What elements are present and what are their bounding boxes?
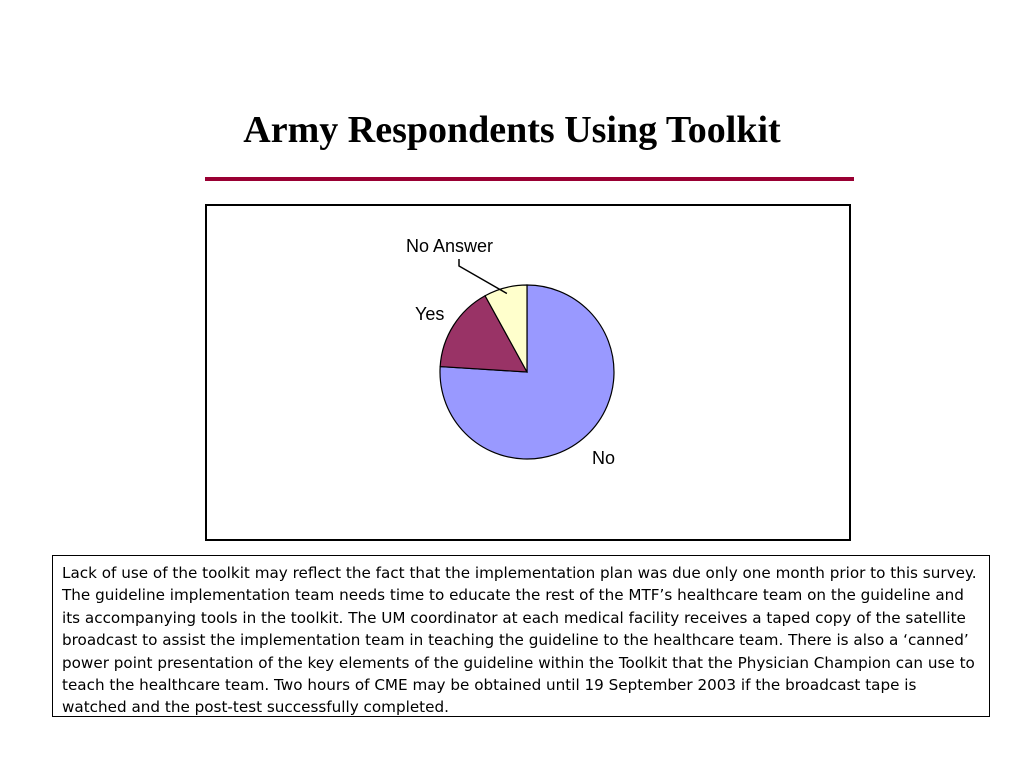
- slice-label-no-answer: No Answer: [406, 236, 494, 256]
- pie-chart: [207, 206, 849, 539]
- no-answer-leader-line: [459, 259, 507, 294]
- title-divider: [205, 177, 854, 181]
- slice-label-yes: Yes: [415, 304, 445, 324]
- slide-title: Army Respondents Using Toolkit: [243, 109, 781, 151]
- pie-slices: [440, 285, 614, 459]
- notes-box: [52, 555, 990, 717]
- chart-frame: [205, 204, 851, 541]
- notes-text: Lack of use of the toolkit may reflect the fact that the implementation plan was due only one month prior to this survey. The guideline implementation team needs time to educate the rest of the MTF’s healthcare team on the guideline and its accompanying tools in the toolkit. The UM coordinator at each medical facility receives a taped copy of the satellite broadcast to assist the implementation team in teaching the guideline to the healthcare team. There is also a ‘canned’ power point presentation of the key elements of the guideline within the Toolkit that the Physician Champion can use to teach the healthcare team. Two hours of CME may be obtained until 19 September 2003 if the broadcast tape is watched and the post-test successfully completed.: [62, 564, 977, 717]
- slice-label-no: No: [592, 448, 616, 468]
